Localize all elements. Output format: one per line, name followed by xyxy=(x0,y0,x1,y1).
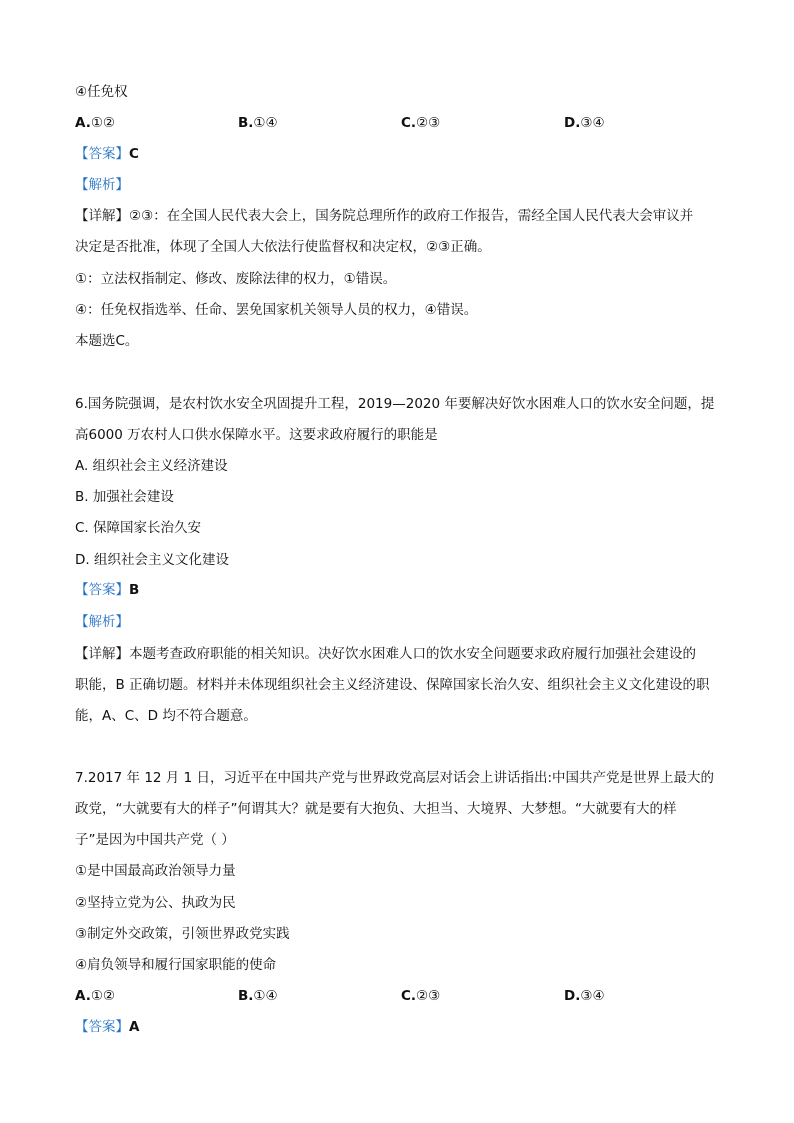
q5-detail-line-2: 决定是否批准，体现了全国人大依法行使监督权和决定权，②③正确。 xyxy=(75,239,491,255)
q5-answer: 【答案】C xyxy=(75,146,139,162)
q6-option-b: B. 加强社会建设 xyxy=(75,489,174,505)
q6-stem-line-1: 6.国务院强调，是农村饮水安全巩固提升工程，2019—2020 年要解决好饮水困难人口的饮水安全问题，提 xyxy=(75,396,715,412)
q5-detail-line-4: ④：任免权指选举、任命、罢免国家机关领导人员的权力，④错误。 xyxy=(75,302,478,318)
q6-option-c: C. 保障国家长治久安 xyxy=(75,520,202,536)
q7-item-4: ④肩负领导和履行国家职能的使命 xyxy=(75,957,277,973)
q6-stem-line-2: 高6000 万农村人口供水保障水平。这要求政府履行的职能是 xyxy=(75,427,438,443)
q5-analysis-label: 【解析】 xyxy=(75,177,129,193)
q7-option-d: D.③④ xyxy=(564,988,605,1004)
q7-answer: 【答案】A xyxy=(75,1019,140,1035)
q5-option-b: B.①④ xyxy=(238,115,278,131)
q7-item-3: ③制定外交政策，引领世界政党实践 xyxy=(75,926,290,942)
q7-stem-line-1: 7.2017 年 12 月 1 日，习近平在中国共产党与世界政党高层对话会上讲话指出:中国共产党是世界上最大的 xyxy=(75,770,715,786)
q7-item-1: ①是中国最高政治领导力量 xyxy=(75,863,236,879)
q7-option-b: B.①④ xyxy=(238,988,278,1004)
q7-stem-line-3: 子”是因为中国共产党（ ） xyxy=(75,832,235,848)
answer-label: 【答案】 xyxy=(75,1019,129,1035)
q5-item-4: ④任免权 xyxy=(75,84,128,100)
detail-label: 【详解】 xyxy=(75,208,129,224)
q7-option-a: A.①② xyxy=(75,988,116,1004)
q6-analysis-label: 【解析】 xyxy=(75,614,129,630)
q6-option-a: A. 组织社会主义经济建设 xyxy=(75,458,228,474)
q7-stem-line-2: 政党，“大就要有大的样子”何谓其大？就是要有大抱负、大担当、大境界、大梦想。“大就要有大的样 xyxy=(75,801,677,817)
q5-detail-line-3: ①：立法权指制定、修改、废除法律的权力，①错误。 xyxy=(75,271,397,287)
q5-option-a: A.①② xyxy=(75,115,116,131)
q6-detail-line-2: 职能，B 正确切题。材料并未体现组织社会主义经济建设、保障国家长治久安、组织社会主义文化建设的职 xyxy=(75,677,710,693)
answer-label: 【答案】 xyxy=(75,582,129,598)
q5-option-d: D.③④ xyxy=(564,115,605,131)
q6-detail-line-1: 【详解】本题考查政府职能的相关知识。决好饮水困难人口的饮水安全问题要求政府履行加强社会建设的 xyxy=(75,646,696,662)
answer-label: 【答案】 xyxy=(75,146,129,162)
q6-answer: 【答案】B xyxy=(75,582,140,598)
q6-detail-line-3: 能，A、C、D 均不符合题意。 xyxy=(75,708,257,724)
q7-item-2: ②坚持立党为公、执政为民 xyxy=(75,895,236,911)
q5-option-c: C.②③ xyxy=(401,115,441,131)
detail-label: 【详解】 xyxy=(75,646,129,662)
q5-detail-line-1: 【详解】②③：在全国人民代表大会上，国务院总理所作的政府工作报告，需经全国人民代表大会审议并 xyxy=(75,208,694,224)
q6-option-d: D. 组织社会主义文化建设 xyxy=(75,552,229,568)
q7-option-c: C.②③ xyxy=(401,988,441,1004)
q5-detail-line-5: 本题选C。 xyxy=(75,333,139,349)
